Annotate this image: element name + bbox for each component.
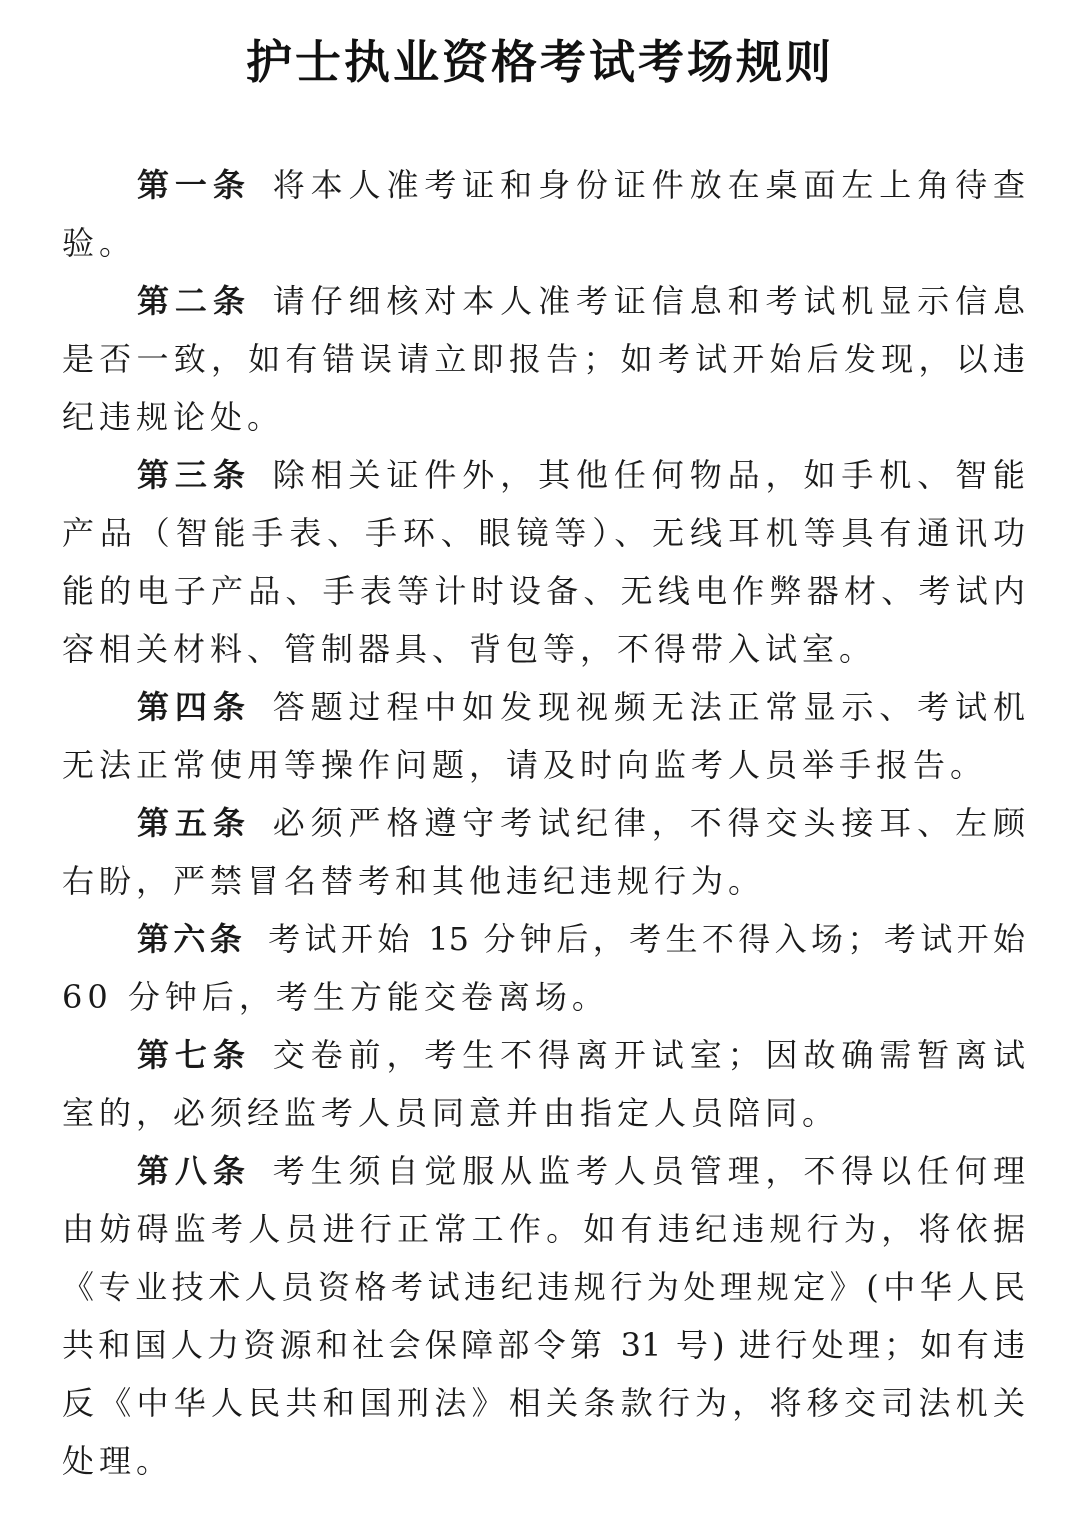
article-text: 共和国人力资源和社会保障部令第 31 号) 进行处理；如有违 [62,1326,1025,1364]
article-line [62,388,1025,446]
article-text: 请仔细核对本人准考证信息和考试机显示信息 [272,282,1025,320]
article-heading: 第七条 [137,1036,251,1074]
article-text: 考试开始 15 分钟后，考生不得入场；考试开始 [268,920,1025,958]
article-text: 必须严格遵守考试纪律，不得交头接耳、左顾 [272,804,1025,842]
article-line [62,1084,1025,1142]
article-heading: 第一条 [137,166,251,204]
article [62,794,1025,910]
page-title: 护士执业资格考试考场规则 [246,35,834,89]
article-text: 无法正常使用等操作问题，请及时向监考人员举手报告。 [62,746,988,784]
article-line [62,794,1025,852]
article-line [62,1316,1025,1374]
article-heading: 第三条 [137,456,251,494]
article-line [62,1142,1025,1200]
article-text: 能的电子产品、手表等计时设备、无线电作弊器材、考试内 [62,572,1025,610]
article-line [62,910,1025,968]
article-line [62,852,1025,910]
article-text: 交卷前，考生不得离开试室；因故确需暂离试 [272,1036,1025,1074]
article-line [62,968,1025,1026]
article-text: 是否一致，如有错误请立即报告；如考试开始后发现，以违 [62,340,1025,378]
article-line [62,1432,1025,1490]
article [62,446,1025,678]
article-text: 60 分钟后，考生方能交卷离场。 [62,978,609,1016]
article [62,1026,1025,1142]
document-body [62,156,1025,1490]
article-heading: 第六条 [137,920,247,958]
article-line [62,330,1025,388]
article-text: 《专业技术人员资格考试违纪违规行为处理规定》(中华人民 [62,1268,1025,1306]
article-line [62,504,1025,562]
article-text: 验。 [62,224,137,262]
article-text: 处理。 [62,1442,174,1480]
article-text: 纪违规论处。 [62,398,285,436]
article-text: 除相关证件外，其他任何物品，如手机、智能 [272,456,1025,494]
article-line [62,272,1025,330]
article-line [62,678,1025,736]
article-line [62,562,1025,620]
article-line [62,446,1025,504]
article-text: 将本人准考证和身份证件放在桌面左上角待查 [272,166,1025,204]
article [62,1142,1025,1490]
article-heading: 第四条 [137,688,251,726]
article-heading: 第八条 [137,1152,251,1190]
article-line [62,1258,1025,1316]
article-text: 右盼，严禁冒名替考和其他违纪违规行为。 [62,862,766,900]
article-text: 产品（智能手表、手环、眼镜等）、无线耳机等具有通讯功 [62,514,1025,552]
article-line [62,620,1025,678]
article-text: 容相关材料、管制器具、背包等，不得带入试室。 [62,630,877,668]
article-text: 考生须自觉服从监考人员管理，不得以任何理 [272,1152,1025,1190]
article-text: 室的，必须经监考人员同意并由指定人员陪同。 [62,1094,840,1132]
article-text: 反《中华人民共和国刑法》相关条款行为，将移交司法机关 [62,1384,1025,1422]
article-text: 答题过程中如发现视频无法正常显示、考试机 [272,688,1025,726]
article-line [62,156,1025,214]
article-line [62,1374,1025,1432]
article-line [62,1200,1025,1258]
article-line [62,1026,1025,1084]
article-heading: 第二条 [137,282,251,320]
article [62,910,1025,1026]
article [62,272,1025,446]
article [62,156,1025,272]
article-text: 由妨碍监考人员进行正常工作。如有违纪违规行为，将依据 [62,1210,1025,1248]
article [62,678,1025,794]
article-line [62,736,1025,794]
article-heading: 第五条 [137,804,251,842]
article-line [62,214,1025,272]
